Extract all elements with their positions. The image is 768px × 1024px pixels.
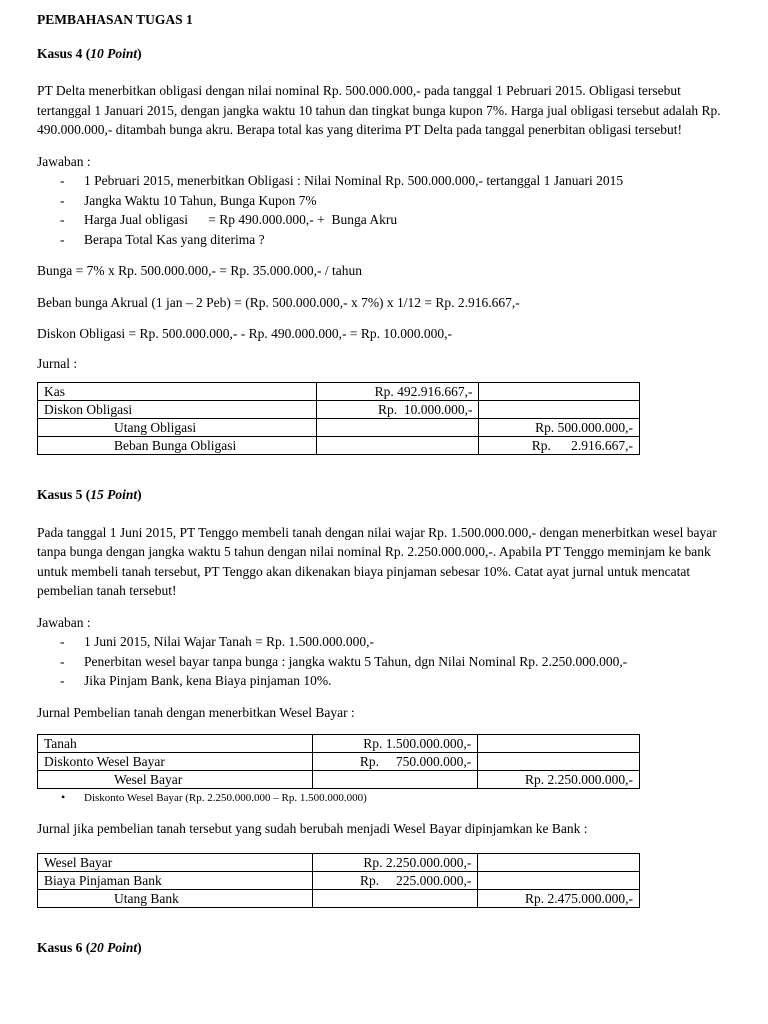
table-row — [38, 437, 640, 455]
debit-cell: Rp. 10.000.000,- — [316, 401, 479, 419]
account-cell: Utang Obligasi — [38, 419, 317, 437]
debit-cell — [316, 419, 479, 437]
kasus5-jurnal2-table — [37, 853, 640, 908]
document-title: PEMBAHASAN TUGAS 1 — [37, 12, 193, 27]
debit-cell: Rp. 2.250.000.000,- — [312, 853, 478, 871]
account-cell: Diskonto Wesel Bayar — [38, 753, 313, 771]
kasus5-jurnal1-label: Jurnal Pembelian tanah dengan menerbitkan Wesel Bayar : — [37, 704, 355, 720]
table-row — [38, 401, 640, 419]
kasus5-points — [37, 632, 737, 691]
debit-cell: Rp. 225.000.000,- — [312, 871, 478, 889]
account-cell: Beban Bunga Obligasi — [38, 437, 317, 455]
debit-cell — [312, 889, 478, 907]
kasus4-points — [37, 171, 737, 249]
credit-cell — [479, 401, 640, 419]
list-item: - 1 Juni 2015, Nilai Wajar Tanah = Rp. 1.500.000.000,- — [37, 632, 737, 652]
debit-cell — [316, 437, 479, 455]
kasus4-question: PT Delta menerbitkan obligasi dengan nilai nominal Rp. 500.000.000,- pada tanggal 1 Pebruari 2015. Obligasi tersebut tertanggal 1 Januari 2015, dengan jangka waktu 10 tahun dan tingkat bunga kupon 7%. Harga jual obligasi tersebut adalah Rp. 490.000.000,- ditambah bunga akru. Berapa total kas yang diterima PT Delta pada tanggal penerbitan obligasi tersebut! — [37, 83, 721, 137]
kasus4-jurnal-label: Jurnal : — [37, 355, 78, 371]
kasus4-jawaban-label: Jawaban : — [37, 153, 91, 169]
kasus4-calc-bunga: Bunga = 7% x Rp. 500.000.000,- = Rp. 35.000.000,- / tahun — [37, 263, 362, 278]
debit-cell — [312, 771, 478, 789]
table-row — [38, 419, 640, 437]
list-item: - Jangka Waktu 10 Tahun, Bunga Kupon 7% — [37, 191, 737, 211]
account-cell: Wesel Bayar — [38, 771, 313, 789]
account-cell: Biaya Pinjaman Bank — [38, 871, 313, 889]
credit-cell: Rp. 500.000.000,- — [479, 419, 640, 437]
kasus5-question: Pada tanggal 1 Juni 2015, PT Tenggo membeli tanah dengan nilai wajar Rp. 1.500.000.000,- dengan menerbitkan wesel bayar tanpa bunga dengan jangka waktu 5 tahun dengan nilai nominal Rp. 2.250.000.000,-. Apabila PT Tenggo meminjam ke bank untuk membeli tanah tersebut, PT Tenggo akan dikenakan biaya pinjaman sebesar 10%. Catat ayat jurnal untuk mencatat pembelian tanah tersebut! — [37, 524, 717, 598]
list-item: - 1 Pebruari 2015, menerbitkan Obligasi : Nilai Nominal Rp. 500.000.000,- tertanggal 1 Januari 2015 — [37, 171, 737, 191]
credit-cell: Rp. 2.475.000.000,- — [478, 889, 640, 907]
kasus4-jurnal-table — [37, 382, 640, 455]
credit-cell — [478, 871, 640, 889]
kasus5-jurnal1-table — [37, 734, 640, 789]
debit-cell: Rp. 492.916.667,- — [316, 383, 479, 401]
kasus5-jurnal2-label: Jurnal jika pembelian tanah tersebut yang sudah berubah menjadi Wesel Bayar dipinjamkan ke Bank : — [37, 821, 588, 836]
account-cell: Kas — [38, 383, 317, 401]
kasus4-calc-beban: Beban bunga Akrual (1 jan – 2 Peb) = (Rp. 500.000.000,- x 7%) x 1/12 = Rp. 2.916.667,- — [37, 294, 520, 310]
document-page — [37, 10, 737, 957]
account-cell: Diskon Obligasi — [38, 401, 317, 419]
credit-cell — [479, 383, 640, 401]
credit-cell — [478, 735, 640, 753]
kasus5-note: • Diskonto Wesel Bayar (Rp. 2.250.000.000 – Rp. 1.500.000.000) — [37, 791, 737, 805]
table-row — [38, 889, 640, 907]
table-row — [38, 735, 640, 753]
credit-cell — [478, 853, 640, 871]
credit-cell — [478, 753, 640, 771]
debit-cell: Rp. 1.500.000.000,- — [312, 735, 478, 753]
kasus6-heading: Kasus 6 (20 Point) — [37, 939, 142, 955]
kasus5-jawaban-label: Jawaban : — [37, 614, 91, 630]
kasus4-calc-diskon: Diskon Obligasi = Rp. 500.000.000,- - Rp. 490.000.000,- = Rp. 10.000.000,- — [37, 326, 452, 341]
account-cell: Utang Bank — [38, 889, 313, 907]
credit-cell: Rp. 2.250.000.000,- — [478, 771, 640, 789]
table-row — [38, 753, 640, 771]
list-item: - Harga Jual obligasi = Rp 490.000.000,- + Bunga Akru — [37, 210, 737, 230]
kasus5-heading: Kasus 5 (15 Point) — [37, 487, 142, 502]
debit-cell: Rp. 750.000.000,- — [312, 753, 478, 771]
credit-cell: Rp. 2.916.667,- — [479, 437, 640, 455]
list-item: - Jika Pinjam Bank, kena Biaya pinjaman 10%. — [37, 671, 737, 691]
table-row — [38, 771, 640, 789]
table-row — [38, 871, 640, 889]
table-row — [38, 853, 640, 871]
list-item: - Penerbitan wesel bayar tanpa bunga : jangka waktu 5 Tahun, dgn Nilai Nominal Rp. 2.250.000.000,- — [37, 652, 737, 672]
table-row — [38, 383, 640, 401]
kasus4-heading: Kasus 4 (10 Point) — [37, 45, 142, 61]
account-cell: Wesel Bayar — [38, 853, 313, 871]
list-item: - Berapa Total Kas yang diterima ? — [37, 230, 737, 250]
account-cell: Tanah — [38, 735, 313, 753]
